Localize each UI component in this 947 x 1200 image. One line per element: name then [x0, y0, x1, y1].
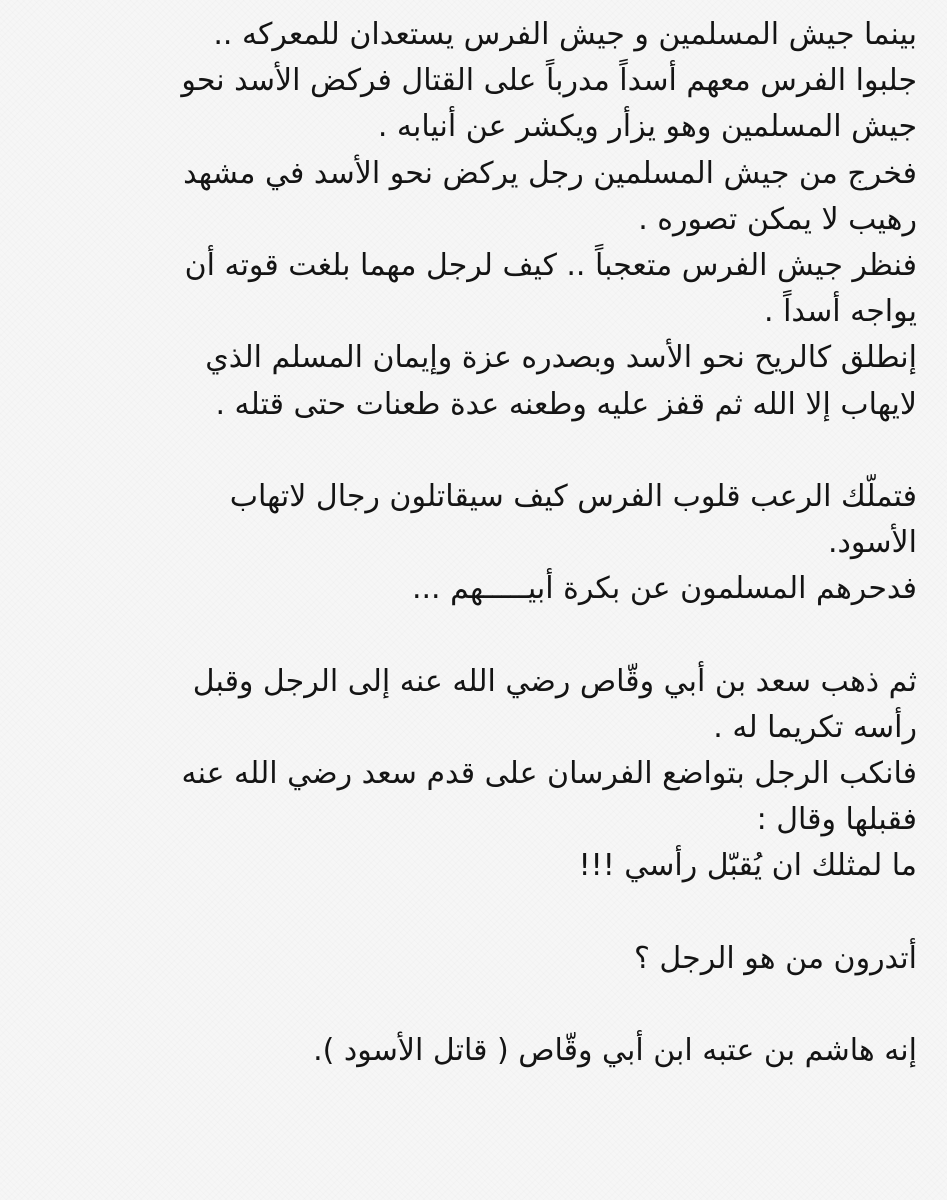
- text-line: فانكب الرجل بتواضع الفرسان على قدم سعد رضي الله عنه: [181, 756, 917, 791]
- text-line: جيش المسلمين وهو يزأر ويكشر عن أنيابه .: [377, 109, 917, 145]
- text-line: يواجه أسداً .: [764, 294, 917, 330]
- blank-line: [24, 890, 917, 936]
- blank-line: [24, 428, 917, 474]
- text-line: إنطلق كالريح نحو الأسد وبصدره عزة وإيمان المسلم الذي: [205, 340, 917, 376]
- note-text-body: [24, 12, 917, 1074]
- text-line: ثم ذهب سعد بن أبي وقّاص رضي الله عنه إلى الرجل وقبل: [192, 663, 917, 699]
- blank-line: [24, 982, 917, 1028]
- text-line: فتملّك الرعب قلوب الفرس كيف سيقاتلون رجال لاتهاب: [229, 478, 917, 514]
- text-line: فقبلها وقال :: [756, 802, 917, 838]
- text-line: فنظر جيش الفرس متعجباً .. كيف لرجل مهما بلغت قوته أن: [184, 247, 917, 283]
- text-line: الأسود.: [828, 525, 917, 561]
- text-line: فدحرهم المسلمون عن بكرة أبيـــــهم ...: [411, 571, 917, 607]
- text-line: ما لمثلك ان يُقبّل رأسي !!!: [578, 848, 917, 884]
- text-line: فخرج من جيش المسلمين رجل يركض نحو الأسد في مشهد: [183, 155, 917, 191]
- text-line: رأسه تكريما له .: [713, 709, 917, 745]
- text-line: جلبوا الفرس معهم أسداً مدرباً على القتال فركض الأسد نحو: [181, 63, 917, 99]
- blank-line: [24, 612, 917, 658]
- text-line: بينما جيش المسلمين و جيش الفرس يستعدان للمعركه ..: [213, 17, 917, 52]
- text-line: إنه هاشم بن عتبه ابن أبي وقّاص ( قاتل الأسود ).: [313, 1033, 917, 1069]
- text-line: رهيب لا يمكن تصوره .: [638, 201, 917, 237]
- text-line: لايهاب إلا الله ثم قفز عليه وطعنه عدة طعنات حتى قتله .: [215, 386, 917, 422]
- text-line: أتدرون من هو الرجل ؟: [633, 940, 917, 976]
